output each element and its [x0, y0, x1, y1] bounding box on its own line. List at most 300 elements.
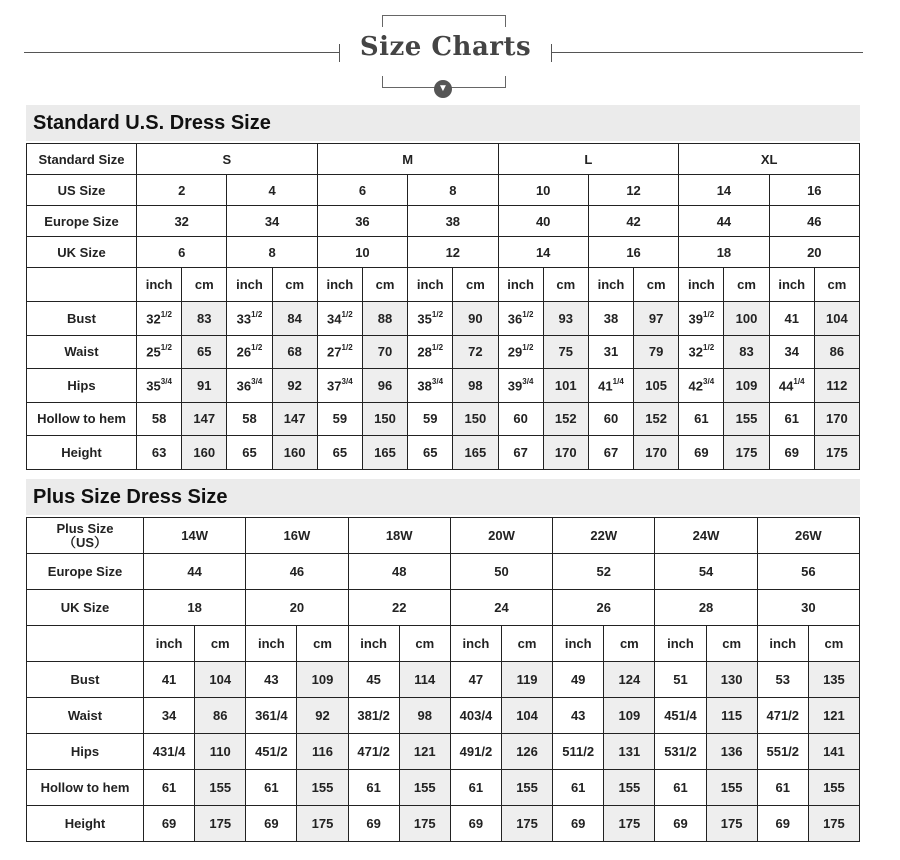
inch-value — [498, 436, 543, 470]
cm-value: 175 — [814, 436, 859, 470]
unit-inch: inch — [655, 626, 706, 662]
cm-value: 83 — [724, 335, 769, 369]
inch-value — [769, 302, 814, 336]
cm-value: 104 — [814, 302, 859, 336]
plus-size-heading: Plus Size Dress Size — [26, 479, 860, 515]
inch-value — [588, 402, 633, 436]
cm-value: 116 — [297, 734, 348, 770]
size-cell: 26W — [757, 518, 859, 554]
cm-value: 109 — [297, 662, 348, 698]
table-row — [27, 206, 860, 237]
inch-value — [498, 335, 543, 369]
unit-inch: inch — [408, 268, 453, 302]
inch-value: 41 — [144, 662, 195, 698]
cm-value: 112 — [814, 369, 859, 403]
inch-whole: 59 — [422, 411, 438, 427]
cm-value: 92 — [272, 369, 317, 403]
inch-value: 381/2 — [348, 698, 399, 734]
size-cell: 18W — [348, 518, 450, 554]
size-cell: 40 — [498, 206, 588, 237]
unit-inch: inch — [553, 626, 604, 662]
size-cell: 48 — [348, 554, 450, 590]
inch-value: 491/2 — [450, 734, 501, 770]
size-cell: 12 — [408, 237, 498, 268]
inch-value: 61 — [553, 770, 604, 806]
inch-value — [317, 302, 362, 336]
cm-value: 170 — [814, 402, 859, 436]
cm-value: 175 — [724, 436, 769, 470]
inch-whole: 39 — [688, 310, 704, 326]
cm-value: 155 — [297, 770, 348, 806]
size-cell: 2 — [137, 175, 227, 206]
inch-value: 49 — [553, 662, 604, 698]
inch-fraction: 3/4 — [341, 376, 353, 386]
cm-value: 115 — [706, 698, 757, 734]
table-row — [27, 335, 860, 369]
inch-value — [227, 335, 272, 369]
inch-value: 511/2 — [553, 734, 604, 770]
cm-value: 84 — [272, 302, 317, 336]
cm-value: 126 — [501, 734, 552, 770]
size-cell: 46 — [246, 554, 348, 590]
inch-value — [317, 335, 362, 369]
cm-value: 70 — [362, 335, 407, 369]
size-cell: 12 — [588, 175, 678, 206]
inch-value — [317, 402, 362, 436]
inch-value — [137, 436, 182, 470]
size-cell: 42 — [588, 206, 678, 237]
size-cell: 10 — [317, 237, 407, 268]
inch-fraction: 3/4 — [522, 376, 534, 386]
banner-frame-top — [382, 15, 506, 27]
inch-whole: 34 — [327, 310, 342, 326]
cm-value: 150 — [453, 402, 498, 436]
cm-value: 155 — [604, 770, 655, 806]
size-cell: 16W — [246, 518, 348, 554]
unit-inch: inch — [679, 268, 724, 302]
unit-cm: cm — [195, 626, 246, 662]
cm-value: 155 — [808, 770, 859, 806]
unit-inch: inch — [757, 626, 808, 662]
inch-value: 53 — [757, 662, 808, 698]
size-cell: XL — [679, 144, 860, 175]
cm-value: 68 — [272, 335, 317, 369]
cm-value: 121 — [808, 698, 859, 734]
row-label: US Size — [27, 175, 137, 206]
size-cell: 14W — [144, 518, 246, 554]
row-label — [27, 554, 144, 590]
inch-value — [408, 402, 453, 436]
cm-value: 98 — [453, 369, 498, 403]
table-row — [27, 237, 860, 268]
cm-value: 79 — [634, 335, 679, 369]
unit-cm: cm — [814, 268, 859, 302]
cm-value: 104 — [195, 662, 246, 698]
row-label: Hollow to hem — [27, 770, 144, 806]
row-label: Bust — [27, 662, 144, 698]
inch-whole: 58 — [151, 411, 167, 427]
inch-fraction: 1/4 — [793, 376, 805, 386]
inch-fraction: 1/2 — [703, 343, 715, 353]
row-label: Height — [27, 436, 137, 470]
inch-value: 61 — [144, 770, 195, 806]
inch-whole: 65 — [332, 444, 348, 460]
inch-fraction: 1/2 — [251, 309, 263, 319]
inch-whole: 35 — [146, 377, 161, 393]
size-cell: 50 — [450, 554, 552, 590]
inch-value: 47 — [450, 662, 501, 698]
inch-value — [227, 302, 272, 336]
plus-size-table — [26, 517, 860, 842]
unit-row — [27, 268, 860, 302]
inch-whole: 36 — [507, 310, 523, 326]
unit-cm: cm — [453, 268, 498, 302]
inch-value: 61 — [655, 770, 706, 806]
inch-fraction: 3/4 — [431, 376, 444, 386]
unit-inch: inch — [144, 626, 195, 662]
size-cell: 46 — [769, 206, 859, 237]
cm-value: 104 — [501, 698, 552, 734]
cm-value: 150 — [362, 402, 407, 436]
cm-value: 141 — [808, 734, 859, 770]
unit-cm: cm — [808, 626, 859, 662]
table-row — [27, 175, 860, 206]
inch-fraction: 3/4 — [703, 376, 715, 386]
cm-value: 170 — [634, 436, 679, 470]
inch-value: 431/4 — [144, 734, 195, 770]
inch-value — [317, 436, 362, 470]
inch-value: 69 — [246, 806, 297, 842]
inch-value — [679, 335, 724, 369]
inch-whole: 28 — [417, 344, 432, 360]
inch-value — [317, 369, 362, 403]
row-label: Waist — [27, 698, 144, 734]
inch-value — [227, 369, 272, 403]
inch-whole: 65 — [422, 444, 438, 460]
inch-value — [769, 335, 814, 369]
cm-value: 175 — [297, 806, 348, 842]
size-cell: 24W — [655, 518, 757, 554]
unit-cm: cm — [362, 268, 407, 302]
inch-value — [137, 302, 182, 336]
size-cell: 6 — [317, 175, 407, 206]
inch-whole: 69 — [784, 444, 799, 460]
cm-value: 175 — [399, 806, 450, 842]
cm-value: 160 — [272, 436, 317, 470]
cm-value: 131 — [604, 734, 655, 770]
table-row — [27, 590, 860, 626]
size-cell: S — [137, 144, 318, 175]
inch-whole: 38 — [417, 377, 432, 393]
inch-fraction: 1/4 — [612, 376, 624, 386]
unit-cm: cm — [634, 268, 679, 302]
inch-value: 451/2 — [246, 734, 297, 770]
inch-value — [408, 302, 453, 336]
size-cell: 4 — [227, 175, 317, 206]
cm-value: 155 — [501, 770, 552, 806]
cm-value: 119 — [501, 662, 552, 698]
inch-fraction: 1/2 — [341, 343, 353, 353]
table-row — [27, 436, 860, 470]
size-cell: 6 — [137, 237, 227, 268]
banner-tick-right — [551, 44, 552, 62]
size-cell: 14 — [498, 237, 588, 268]
inch-value — [588, 436, 633, 470]
cm-value: 155 — [195, 770, 246, 806]
size-cell: 26 — [553, 590, 655, 626]
table-row — [27, 806, 860, 842]
inch-value — [679, 436, 724, 470]
inch-value: 451/4 — [655, 698, 706, 734]
inch-fraction: 3/4 — [160, 376, 172, 386]
inch-value: 69 — [450, 806, 501, 842]
row-label: Height — [27, 806, 144, 842]
cm-value: 96 — [362, 369, 407, 403]
table-row — [27, 402, 860, 436]
inch-whole: 58 — [242, 411, 257, 427]
inch-whole: 65 — [242, 444, 257, 460]
inch-value — [679, 369, 724, 403]
unit-cm: cm — [706, 626, 757, 662]
row-label: Bust — [27, 302, 137, 336]
row-label-line: UK Size — [60, 600, 110, 615]
size-cell: 44 — [144, 554, 246, 590]
size-cell: 38 — [408, 206, 498, 237]
cm-value: 152 — [543, 402, 588, 436]
cm-value: 92 — [297, 698, 348, 734]
inch-whole: 44 — [778, 377, 794, 393]
inch-whole: 67 — [603, 444, 619, 460]
size-cell: 20W — [450, 518, 552, 554]
inch-whole: 26 — [236, 344, 252, 360]
inch-value — [588, 302, 633, 336]
table-row — [27, 144, 860, 175]
size-cell: 30 — [757, 590, 859, 626]
size-cell: 34 — [227, 206, 317, 237]
cm-value: 105 — [634, 369, 679, 403]
cm-value: 97 — [634, 302, 679, 336]
cm-value: 124 — [604, 662, 655, 698]
cm-value: 109 — [604, 698, 655, 734]
row-label: Europe Size — [27, 206, 137, 237]
inch-fraction: 1/2 — [160, 309, 172, 319]
unit-cm: cm — [272, 268, 317, 302]
cm-value: 175 — [808, 806, 859, 842]
page-title: Size Charts — [359, 32, 532, 62]
inch-value: 69 — [757, 806, 808, 842]
inch-whole: 39 — [507, 377, 523, 393]
inch-value: 43 — [553, 698, 604, 734]
inch-whole: 33 — [236, 310, 252, 326]
inch-value — [588, 335, 633, 369]
unit-inch: inch — [348, 626, 399, 662]
inch-whole: 31 — [603, 344, 619, 360]
unit-cm: cm — [182, 268, 227, 302]
cm-value: 155 — [706, 770, 757, 806]
cm-value: 175 — [195, 806, 246, 842]
inch-fraction: 1/2 — [251, 343, 263, 353]
size-cell: 56 — [757, 554, 859, 590]
inch-value — [679, 302, 724, 336]
inch-whole: 32 — [688, 344, 704, 360]
inch-fraction: 1/2 — [703, 309, 715, 319]
row-label — [27, 590, 144, 626]
size-cell: L — [498, 144, 679, 175]
banner-rule-right — [551, 52, 863, 53]
cm-value: 155 — [724, 402, 769, 436]
inch-fraction: 1/2 — [522, 343, 534, 353]
size-cell: 22W — [553, 518, 655, 554]
inch-value — [137, 335, 182, 369]
inch-fraction: 1/2 — [431, 309, 444, 319]
unit-cm: cm — [297, 626, 348, 662]
cm-value: 100 — [724, 302, 769, 336]
size-charts-banner — [0, 0, 900, 104]
inch-whole: 41 — [598, 377, 613, 393]
cm-value: 65 — [182, 335, 227, 369]
unit-cm: cm — [399, 626, 450, 662]
inch-whole: 60 — [603, 411, 619, 427]
cm-value: 86 — [195, 698, 246, 734]
inch-fraction: 3/4 — [251, 376, 263, 386]
standard-size-table — [26, 143, 860, 470]
inch-value: 69 — [144, 806, 195, 842]
inch-value — [769, 369, 814, 403]
unit-inch: inch — [588, 268, 633, 302]
table-row — [27, 662, 860, 698]
cm-value: 91 — [182, 369, 227, 403]
size-cell: 16 — [769, 175, 859, 206]
row-label — [27, 268, 137, 302]
cm-value: 147 — [182, 402, 227, 436]
cm-value: 147 — [272, 402, 317, 436]
row-label: Hips — [27, 369, 137, 403]
cm-value: 165 — [453, 436, 498, 470]
inch-value — [498, 402, 543, 436]
inch-whole: 34 — [784, 344, 799, 360]
cm-value: 155 — [399, 770, 450, 806]
table-row — [27, 698, 860, 734]
size-cell: 28 — [655, 590, 757, 626]
cm-value: 130 — [706, 662, 757, 698]
row-label: Waist — [27, 335, 137, 369]
cm-value: 83 — [182, 302, 227, 336]
unit-inch: inch — [450, 626, 501, 662]
inch-whole: 60 — [513, 411, 528, 427]
size-cell: 8 — [408, 175, 498, 206]
inch-whole: 25 — [146, 344, 161, 360]
inch-whole: 29 — [507, 344, 523, 360]
size-cell: 20 — [769, 237, 859, 268]
inch-value — [137, 369, 182, 403]
unit-cm: cm — [501, 626, 552, 662]
inch-whole: 69 — [694, 444, 709, 460]
size-cell: 10 — [498, 175, 588, 206]
inch-whole: 41 — [784, 310, 799, 326]
cm-value: 75 — [543, 335, 588, 369]
inch-value: 69 — [553, 806, 604, 842]
inch-value — [227, 402, 272, 436]
cm-value: 165 — [362, 436, 407, 470]
row-label: Standard Size — [27, 144, 137, 175]
row-label: UK Size — [27, 237, 137, 268]
unit-inch: inch — [246, 626, 297, 662]
cm-value: 175 — [706, 806, 757, 842]
inch-whole: 59 — [332, 411, 348, 427]
row-label — [27, 626, 144, 662]
inch-whole: 38 — [603, 310, 619, 326]
size-cell: 22 — [348, 590, 450, 626]
inch-value: 471/2 — [757, 698, 808, 734]
inch-whole: 37 — [327, 377, 342, 393]
size-cell: 20 — [246, 590, 348, 626]
inch-value: 69 — [348, 806, 399, 842]
cm-value: 72 — [453, 335, 498, 369]
inch-whole: 27 — [327, 344, 342, 360]
inch-whole: 61 — [784, 411, 799, 427]
cm-value: 86 — [814, 335, 859, 369]
unit-cm: cm — [724, 268, 769, 302]
table-row — [27, 770, 860, 806]
cm-value: 121 — [399, 734, 450, 770]
inch-value — [769, 436, 814, 470]
inch-value: 403/4 — [450, 698, 501, 734]
inch-value — [137, 402, 182, 436]
row-label-line: （US） — [62, 534, 108, 550]
inch-value: 61 — [246, 770, 297, 806]
unit-inch: inch — [769, 268, 814, 302]
cm-value: 136 — [706, 734, 757, 770]
banner-rule-left — [24, 52, 339, 53]
unit-inch: inch — [227, 268, 272, 302]
inch-value: 43 — [246, 662, 297, 698]
inch-whole: 61 — [694, 411, 709, 427]
size-cell: 18 — [144, 590, 246, 626]
chevron-down-icon: ▼ — [434, 80, 452, 98]
inch-value: 61 — [757, 770, 808, 806]
inch-whole: 63 — [151, 444, 167, 460]
inch-value — [498, 302, 543, 336]
inch-value — [588, 369, 633, 403]
standard-size-heading: Standard U.S. Dress Size — [26, 105, 860, 141]
size-cell: M — [317, 144, 498, 175]
inch-value — [408, 436, 453, 470]
cm-value: 175 — [604, 806, 655, 842]
size-cell: 52 — [553, 554, 655, 590]
unit-inch: inch — [317, 268, 362, 302]
inch-value: 61 — [450, 770, 501, 806]
cm-value: 110 — [195, 734, 246, 770]
table-row — [27, 302, 860, 336]
table-row — [27, 554, 860, 590]
inch-value: 531/2 — [655, 734, 706, 770]
size-cell: 36 — [317, 206, 407, 237]
inch-whole: 36 — [236, 377, 252, 393]
cm-value: 175 — [501, 806, 552, 842]
size-cell: 16 — [588, 237, 678, 268]
size-cell: 24 — [450, 590, 552, 626]
inch-whole: 42 — [688, 377, 704, 393]
cm-value: 98 — [399, 698, 450, 734]
inch-value: 69 — [655, 806, 706, 842]
row-label-line: Europe Size — [47, 564, 123, 579]
unit-inch: inch — [498, 268, 543, 302]
inch-whole: 32 — [146, 310, 161, 326]
inch-value — [769, 402, 814, 436]
unit-inch: inch — [137, 268, 182, 302]
size-cell: 14 — [679, 175, 769, 206]
inch-value — [679, 402, 724, 436]
